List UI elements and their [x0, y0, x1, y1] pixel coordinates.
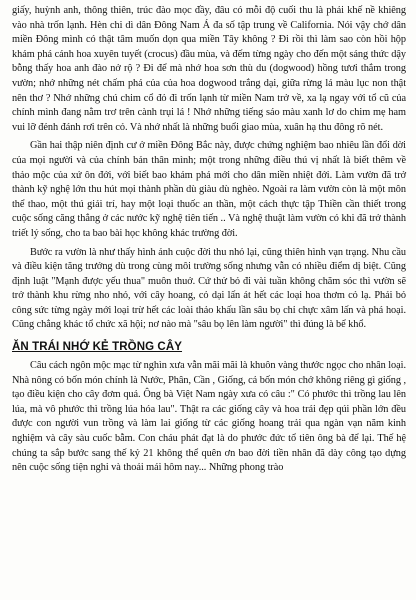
paragraph-continued: giấy, huỳnh anh, thông thiên, trúc đào mọc đầy, đâu có mỗi độ cuối thu là phải khế nề khiêng vào nhà trốn lạnh. Hèn chi dì dân Đông Nam Á đa số tập trung về California. Nói vậy chớ dân miền Đông mình có thật tâm muốn dọn qua miền Tây không ? Đi rồi thì làm sao còn hồi hộp khám phá cánh hoa xuyên tuyết (crocus) đầu mùa, và đếm từng ngày cho đến một sáng thức dậy bỗng thấy hoa anh đào nở rộ ? Đi để mà nhớ hoa sơn thù du (dogwood) hồng tươi thắm trong vườn; nhớ những nét chấm phá của của hoa dogwood trắng dại, giữa rừng lá màu lục non thật nên thơ ? Nhớ những chú chim cổ đỏ đi trốn lạnh từ miền Nam trở về, xa lạ ngay với tổ cũ của chính mình đang nằm trơ trên cành trụi lá ! Nhớ những tiếng sáo màu xanh lơ do chim mẹ ham vui lỡ đẻnh đánh rơi trên cỏ. Và nhớ nhất là những buổi giao mùa, xuân hạ thu đông rõ nét.: [12, 5, 406, 133]
paragraph-garden-life: Bước ra vườn là như thấy hình ảnh cuộc đời thu nhỏ lại, cũng thiên hình vạn trạng. Nhu cầu và điều kiện tăng trưởng dù trong cùng môi trường sống nhưng vẫn có nhiều điểm dị biệt. Cũng định luật "Mạnh được yếu thua" muôn thuở. Cứ thử bỏ đi vài tuần không chăm sóc thì vườn sẽ trở thành khu rừng nho nhỏ, với cây hoang, cỏ dại lấn át hết các loại hoa thơm cỏ lạ. Phải bỏ công sức từng ngày mới loại trừ hết các loài thảo khấu lần sâu bọ chỉ chực xâm lấn và phá hoại. Cũng chẳng khác tổ chức xã hội; nơ nào mà "sâu bọ lên làm người" thì đúng là bể khổ.: [12, 246, 406, 331]
paragraph-proverb: Câu cách ngôn mộc mạc từ nghìn xưa vẫn mãi mãi là khuôn vàng thước ngọc cho nhân loại. Nhà nông có bốn món chính là Nước, Phân, Cần , Giống, cả bốn món chớ không riêng gì giống , tạo điều kiện cho cây đơm quả. Ông bà Việt Nam ngày xưa có câu :" Có phước thì trồng lau lên lúa, mà vô phước thì trồng lúa hóa lau". Thật ra các giống cây và hoa trái đẹp qúi phần lớn đều được con người vun trồng và làm lai giống từ các giống hoang trải qua ngàn vạn năm kinh nghiệm và cây sàu cuốc bẫm. Con cháu phát đạt là do phước đức tổ tiên ông bà để lại. Thế hệ chúng ta sắp bước sang thế kỷ 21 không thể quên ơn bao đời tiền nhân đã dày công tạo dựng nên cuộc sống tiện nghi và thoải mái hôm nay... Những phong trào: [12, 360, 406, 474]
paragraph-gardening: Gần hai thập niên định cư ở miền Đông Bắc này, được chứng nghiệm bao nhiêu lần đổi dời của mọi người và của chính bản thân mình; một trong những điều thú vị nhất là biết thêm về thảo mộc của xứ ôn đới, với biết bao khám phá mới cho dân miền nhiệt đới. Làm vườn đã trở thành kỹ nghệ lớn thu hút mọi thành phần dù giàu dù nghèo. Ngoài ra làm vườn còn là một môn thể thao, một thú giải trí, hay một loại thuốc an thần, một cách thực tập Thiền cần thiết trong cuộc sống căng thẳng ở các nước kỹ nghệ tiên tiến .. Và nghệ thuật làm vườn có khi đã trở thành triết lý sống, cho ta bao bài học không khác trường đời.: [12, 140, 406, 239]
section-heading: ĂN TRÁI NHỚ KẺ TRỒNG CÂY: [12, 341, 183, 354]
